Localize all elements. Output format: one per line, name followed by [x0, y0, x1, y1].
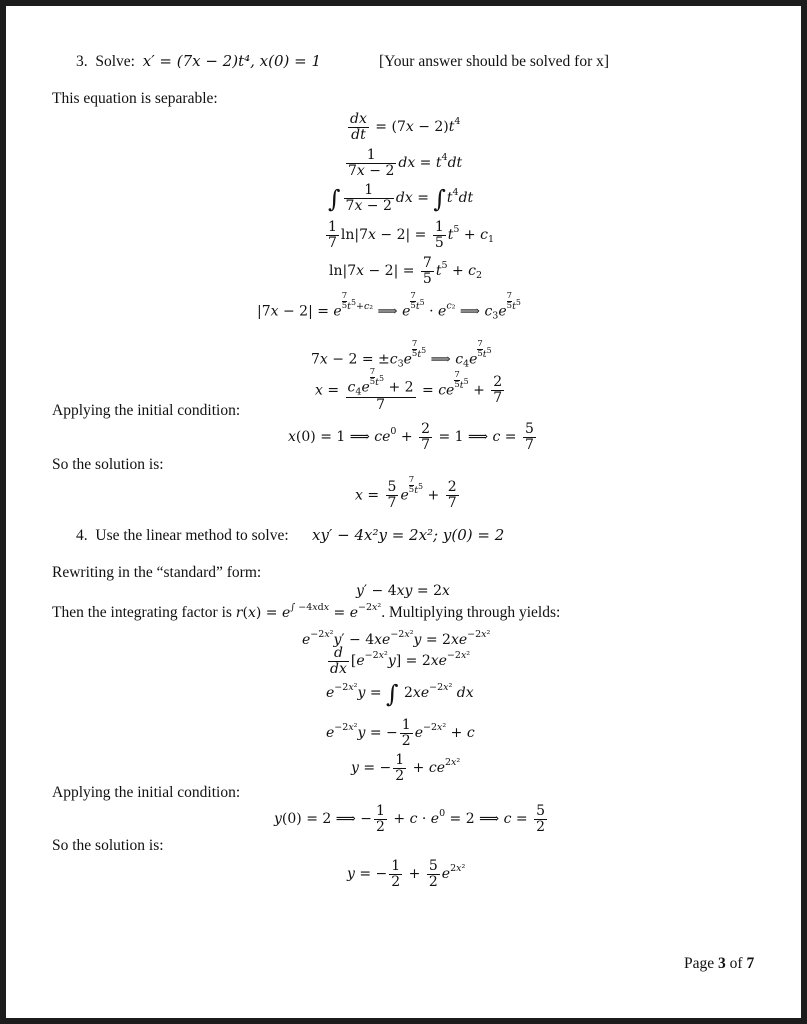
p4-step-9: y = − $\frac{1}{2}$ + $\frac{5}{2}$ $e^{2x^2}$	[347, 858, 466, 890]
page-number	[684, 955, 754, 973]
problem-3-label: Solve:	[95, 53, 135, 70]
p4-step-4: $\frac{d}{dx}$ $[e^{-2x^2}y] = 2xe^{-2x^2}$	[330, 645, 471, 677]
problem-4-equation: xy′ − 4x²y = 2x²; y(0) = 2	[312, 526, 505, 544]
problem-4-ic-heading: Applying the initial condition:	[52, 784, 241, 801]
p4-step-1: y′ − 4xy = 2x	[356, 583, 450, 599]
page-word: Page	[684, 955, 715, 972]
p3-step-3: ∫ $\frac{1}{7x - 2}$ dx = $\int t^4dt$	[328, 182, 474, 214]
p3-step-2: $\frac{1}{7x - 2}$ dx = $t^4dt$	[348, 147, 463, 179]
p4-step-5: $e^{-2x^2}y$ = ∫ $2xe^{-2x^2}$ dx	[326, 680, 474, 708]
page-current: 3	[718, 955, 726, 972]
problem-3-number: 3.	[76, 53, 88, 70]
p3-step-4: $\frac{1}{7}$ ln|7x − 2| = $\frac{1}{5}$ $t^5 + c_1$	[328, 219, 494, 251]
p3-step-8: x = $c_4e$ $\frac{7}{5}$ $^{t^5}$ + 2 7 = ce $\frac{7}{5}$ $^{t^5}$ + $\frac{2}{7}$	[315, 367, 503, 414]
problem-3-solution-heading: So the solution is:	[52, 456, 164, 473]
problem-4-label: Use the linear method to solve:	[95, 527, 289, 544]
p4-step-7: y = − $\frac{1}{2}$ + $ce^{2x^2}$	[351, 752, 461, 784]
p3-step-6: |7x − 2| = e $\frac{7}{5}$ $^{t^5+c_2}$ ⟹ e $\frac{7}{5}$ $^{t^5} \cdot e^{c_2}$ ⟹ $c_3e$ $\frac{7}{5}$ $^{t^5}$	[257, 291, 521, 322]
p3-step-5: ln|7x − 2| = $\frac{7}{5}$ $t^5 + c_2$	[329, 255, 483, 287]
problem-4-integrating-line	[52, 603, 560, 622]
p3-step-10: x = $\frac{5}{7}$ e $\frac{7}{5}$ $^{t^5}$ + $\frac{2}{7}$	[355, 475, 457, 511]
integrating-suffix: . Multiplying through yields:	[381, 604, 561, 621]
problem-4-solution-heading: So the solution is:	[52, 837, 164, 854]
p3-step-9: x(0) = 1 ⟹ $ce^0$ + $\frac{2}{7}$ = 1 ⟹ c = $\frac{5}{7}$	[288, 421, 534, 453]
problem-4-standard-heading: Rewriting in the “standard” form:	[52, 564, 262, 581]
problem-3-equation: x′ = (7x − 2)t⁴, x(0) = 1	[142, 52, 322, 70]
p4-step-3: $e^{-2x^2}y' - 4xe^{-2x^2}y = 2xe^{-2x^2}$	[302, 629, 491, 648]
p4-step-6: $e^{-2x^2}y$ = − $\frac{1}{2}$ $e^{-2x^2} + c$	[326, 717, 475, 749]
problem-3-header	[76, 53, 321, 71]
of-word: of	[729, 955, 743, 972]
page-total: 7	[746, 955, 755, 972]
p3-step-7: $7x - 2 = \pm c_3e$ $\frac{7}{5}$ $^{t^5}$ ⟹ $c_4e$ $\frac{7}{5}$ $^{t^5}$	[311, 339, 492, 370]
p3-step-1: $\frac{dx}{dt}$ = $(7x - 2)t^4$	[350, 111, 461, 143]
document-page	[6, 6, 801, 1018]
problem-3-note: [Your answer should be solved for x]	[379, 53, 610, 70]
problem-3-ic-heading: Applying the initial condition:	[52, 402, 241, 419]
problem-3-intro: This equation is separable:	[52, 90, 218, 107]
integrating-prefix: Then the integrating factor is	[52, 604, 232, 621]
p4-step-8: y(0) = 2 ⟹ − $\frac{1}{2}$ + $c \cdot e^0 = 2$ ⟹ c = $\frac{5}{2}$	[274, 803, 546, 835]
problem-4-number: 4.	[76, 527, 88, 544]
integrating-factor: $r(x) = e^{\int -4xdx} = e^{-2x^2}$	[235, 602, 382, 621]
problem-4-header	[76, 527, 289, 545]
